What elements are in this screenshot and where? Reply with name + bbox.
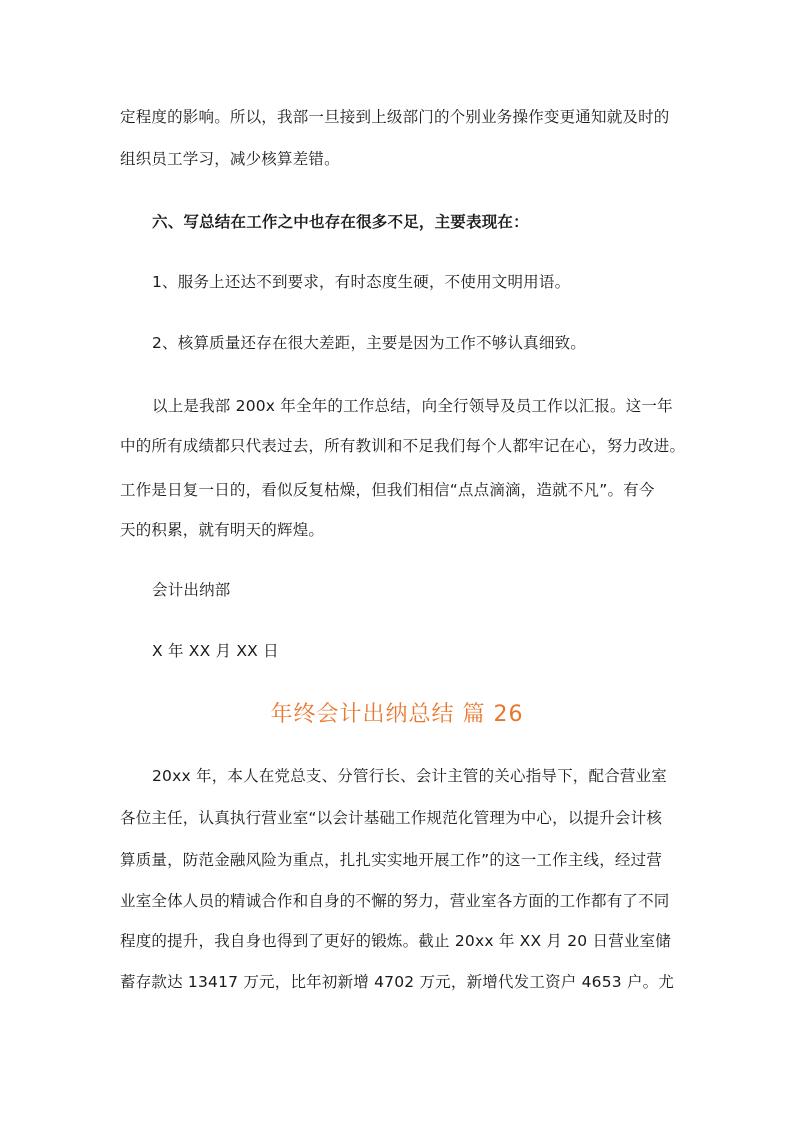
paragraph-line: 天的积累，就有明天的辉煌。	[120, 521, 325, 539]
paragraph-line: 业室全体人员的精诚合作和自身的不懈的努力，营业室各方面的工作都有了不同	[120, 892, 670, 910]
paragraph-line: 各位主任，认真执行营业室“以会计基础工作规范化管理为中心，以提升会计核	[120, 809, 663, 827]
signature-department: 会计出纳部	[152, 581, 231, 599]
list-item: 1、服务上还达不到要求，有时态度生硬，不使用文明用语。	[152, 273, 571, 291]
section-heading: 六、写总结在工作之中也存在很多不足，主要表现在：	[152, 213, 529, 231]
paragraph-line: 蓄存款达 13417 万元，比年初新增 4702 万元，新增代发工资户 4653 户。尤	[120, 973, 675, 991]
paragraph-line: 工作是日复一日的，看似反复枯燥，但我们相信“点点滴滴，造就不凡”。有今	[120, 481, 655, 499]
paragraph-line: 定程度的影响。所以，我部一旦接到上级部门的个别业务操作变更通知就及时的	[120, 108, 670, 126]
article-title: 年终会计出纳总结 篇 26	[270, 702, 524, 727]
paragraph-line: 以上是我部 200x 年全年的工作总结，向全行领导及员工作以汇报。这一年	[152, 397, 673, 415]
signature-date: X 年 XX 月 XX 日	[152, 642, 279, 660]
paragraph-line: 20xx 年，本人在党总支、分管行长、会计主管的关心指导下，配合营业室	[152, 767, 667, 785]
paragraph-line: 组织员工学习，减少核算差错。	[120, 150, 340, 168]
paragraph-line: 中的所有成绩都只代表过去，所有教训和不足我们每个人都牢记在心，努力改进。	[120, 437, 686, 455]
paragraph-line: 算质量，防范金融风险为重点，扎扎实实地开展工作”的这一工作主线，经过营	[120, 851, 663, 869]
paragraph-line: 程度的提升，我自身也得到了更好的锻炼。截止 20xx 年 XX 月 20 日营业室储	[120, 932, 671, 950]
list-item: 2、核算质量还存在很大差距，主要是因为工作不够认真细致。	[152, 334, 586, 352]
